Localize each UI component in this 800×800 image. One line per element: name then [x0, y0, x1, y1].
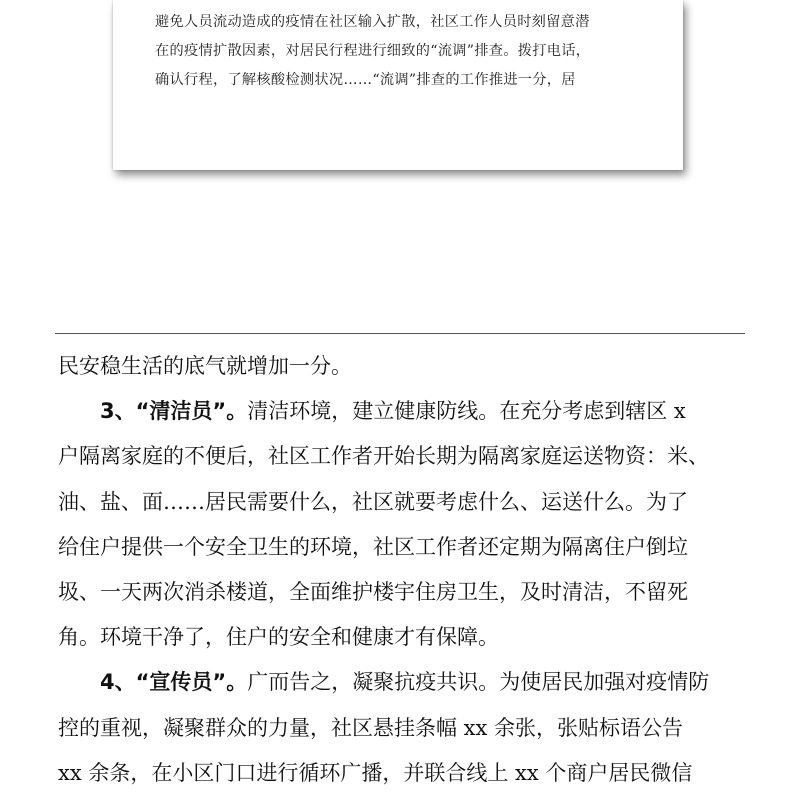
body-line: xx 余条，在小区门口进行循环广播，并联合线上 xx 个商户居民微信 — [58, 760, 693, 785]
page-preview-card — [113, 0, 683, 170]
section-3-first-line — [58, 389, 748, 434]
preview-paragraph — [155, 8, 655, 95]
document-body — [58, 344, 748, 796]
body-line: 户隔离家庭的不便后，社区工作者开始长期为隔离家庭运送物资：米、 — [58, 444, 709, 469]
preview-line: 确认行程，了解核酸检测状况……“流调”排查的工作推进一分，居 — [155, 72, 576, 88]
body-line: 圾、一天两次消杀楼道，全面维护楼宇住房卫生，及时清洁，不留死 — [58, 579, 688, 604]
body-line: 给住户提供一个安全卫生的环境，社区工作者还定期为隔离住户倒垃 — [58, 534, 688, 559]
body-line: 油、盐、面……居民需要什么，社区就要考虑什么、运送什么。为了 — [58, 489, 688, 514]
body-line-continuation: 民安稳生活的底气就增加一分。 — [58, 354, 352, 378]
body-line: 控的重视，凝聚群众的力量，社区悬挂条幅 xx 余张，张贴标语公告 — [58, 715, 684, 740]
body-line: 角。环境干净了，住户的安全和健康才有保障。 — [58, 625, 499, 650]
page-divider — [55, 333, 745, 334]
section-3-heading: 3、“清洁员”。 — [100, 399, 248, 424]
section-4-first-line — [58, 660, 748, 705]
preview-line: 避免人员流动造成的疫情在社区输入扩散，社区工作人员时刻留意潜 — [155, 14, 590, 30]
section-4-intro: 广而告之，凝聚抗疫共识。为使居民加强对疫情防 — [247, 670, 710, 695]
preview-line: 在的疫情扩散因素，对居民行程进行细致的“流调”排查。拨打电话， — [155, 43, 591, 59]
section-3-intro: 清洁环境，建立健康防线。在充分考虑到辖区 x — [247, 399, 686, 424]
section-4-heading: 4、“宣传员”。 — [100, 670, 248, 695]
